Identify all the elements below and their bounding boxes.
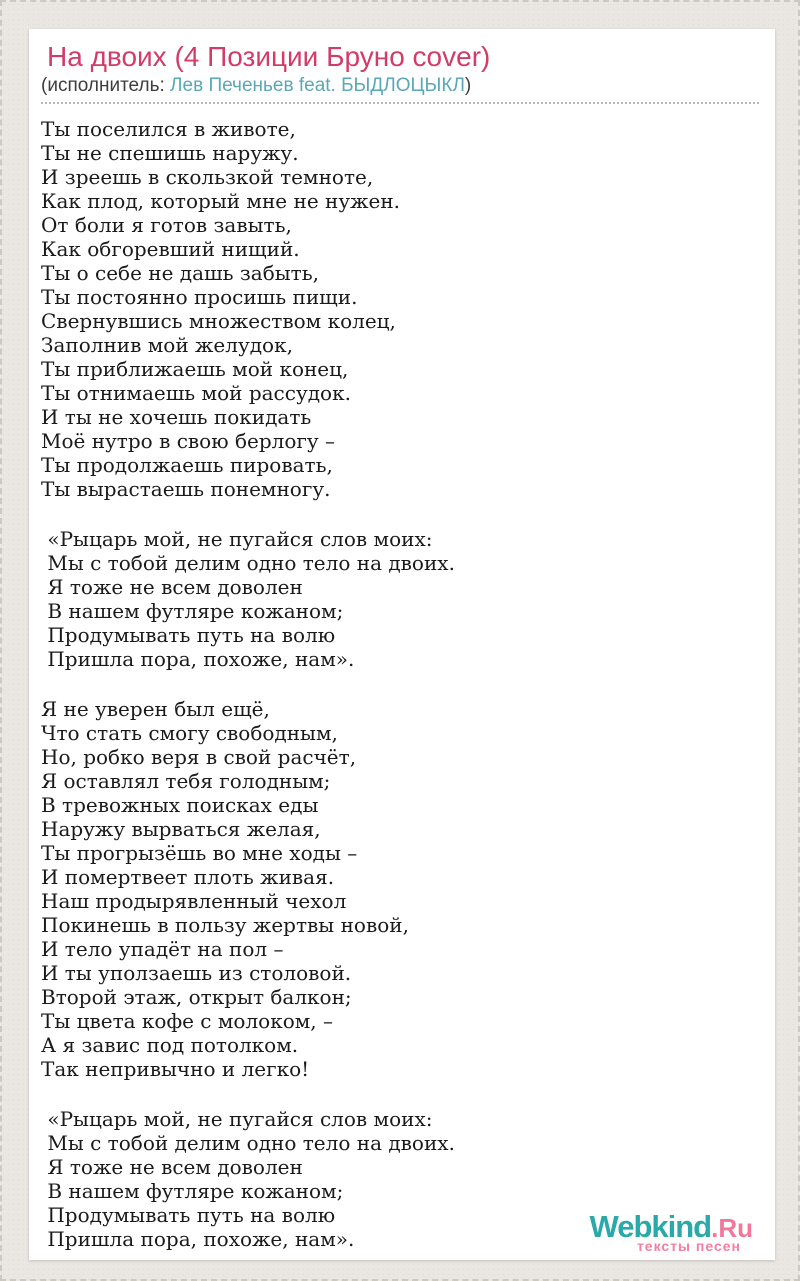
lyric-line: Мы с тобой делим одно тело на двоих. (41, 1131, 455, 1155)
artist-suffix: ) (464, 75, 472, 96)
stanza (41, 527, 759, 671)
lyric-line: Так непривычно и легко! (41, 1057, 310, 1081)
lyric-line: Пришла пора, похоже, нам». (41, 647, 355, 671)
lyric-line: Продумывать путь на волю (41, 1203, 336, 1227)
lyric-line: Ты отнимаешь мой рассудок. (41, 381, 351, 405)
lyric-line: И помертвеет плоть живая. (41, 865, 335, 889)
lyric-line: Ты приближаешь мой конец, (41, 357, 349, 381)
lyric-line: Но, робко веря в свой расчёт, (41, 745, 357, 769)
lyric-line: Я не уверен был ещё, (41, 697, 270, 721)
lyric-line: Ты цвета кофе с молоком, – (41, 1009, 334, 1033)
lyric-line: Продумывать путь на волю (41, 623, 336, 647)
lyric-line: И ты уползаешь из столовой. (41, 961, 352, 985)
lyric-line: Ты не спешишь наружу. (41, 141, 299, 165)
lyric-line: Как обгоревший нищий. (41, 237, 300, 261)
lyric-line: Наружу вырваться желая, (41, 817, 321, 841)
lyric-line: Я тоже не всем доволен (41, 1155, 303, 1179)
content-card (29, 29, 775, 1260)
lyric-line: В нашем футляре кожаном; (41, 599, 344, 623)
lyric-line: Ты вырастаешь понемногу. (41, 477, 331, 501)
lyric-line: Моё нутро в свою берлогу – (41, 429, 335, 453)
lyric-line: Заполнив мой желудок, (41, 333, 293, 357)
lyric-line: Ты о себе не дашь забыть, (41, 261, 319, 285)
lyric-line: Как плод, который мне не нужен. (41, 189, 401, 213)
lyric-line: И ты не хочешь покидать (41, 405, 312, 429)
lyric-line: «Рыцарь мой, не пугайся слов моих: (41, 1107, 433, 1131)
lyric-line: А я завис под потолком. (41, 1033, 299, 1057)
artist-prefix: (исполнитель: (41, 75, 171, 96)
lyric-line: Пришла пора, похоже, нам». (41, 1227, 355, 1251)
lyric-line: Покинешь в пользу жертвы новой, (41, 913, 409, 937)
stanza (41, 117, 759, 501)
logo-suffix-text: .Ru (711, 1213, 753, 1243)
header-separator (41, 102, 759, 104)
lyric-line: Ты продолжаешь пировать, (41, 453, 333, 477)
lyric-line: Мы с тобой делим одно тело на двоих. (41, 551, 455, 575)
logo-tagline: тексты песен (636, 1238, 741, 1254)
lyrics (41, 117, 759, 1254)
lyric-line: Что стать смогу свободным, (41, 721, 338, 745)
lyric-line: Свернувшись множеством колец, (41, 309, 396, 333)
lyric-line: И зреешь в скользкой темноте, (41, 165, 374, 189)
stanza (41, 697, 759, 1081)
lyric-line: В тревожных поисках еды (41, 793, 319, 817)
lyric-line: Ты постоянно просишь пищи. (41, 285, 358, 309)
lyric-line: Ты прогрызёшь во мне ходы – (41, 841, 358, 865)
lyric-line: Ты поселился в животе, (41, 117, 296, 141)
lyric-line: В нашем футляре кожаном; (41, 1179, 344, 1203)
lyric-line: «Рыцарь мой, не пугайся слов моих: (41, 527, 433, 551)
artist-link[interactable]: Лев Печеньев feat. БЫДЛОЦЫКЛ (170, 75, 465, 96)
lyric-line: Наш продырявленный чехол (41, 889, 347, 913)
lyric-line: От боли я готов завыть, (41, 213, 292, 237)
lyric-line: Второй этаж, открыт балкон; (41, 985, 352, 1009)
page-title: На двоих (4 Позиции Бруно cover) (47, 41, 491, 72)
webkind-logo[interactable] (590, 1211, 754, 1256)
artist-line (41, 75, 759, 97)
lyric-line: Я оставлял тебя голодным; (41, 769, 331, 793)
lyric-line: Я тоже не всем доволен (41, 575, 303, 599)
logo-main-text: Webkind (589, 1209, 712, 1244)
lyric-line: И тело упадёт на пол – (41, 937, 284, 961)
